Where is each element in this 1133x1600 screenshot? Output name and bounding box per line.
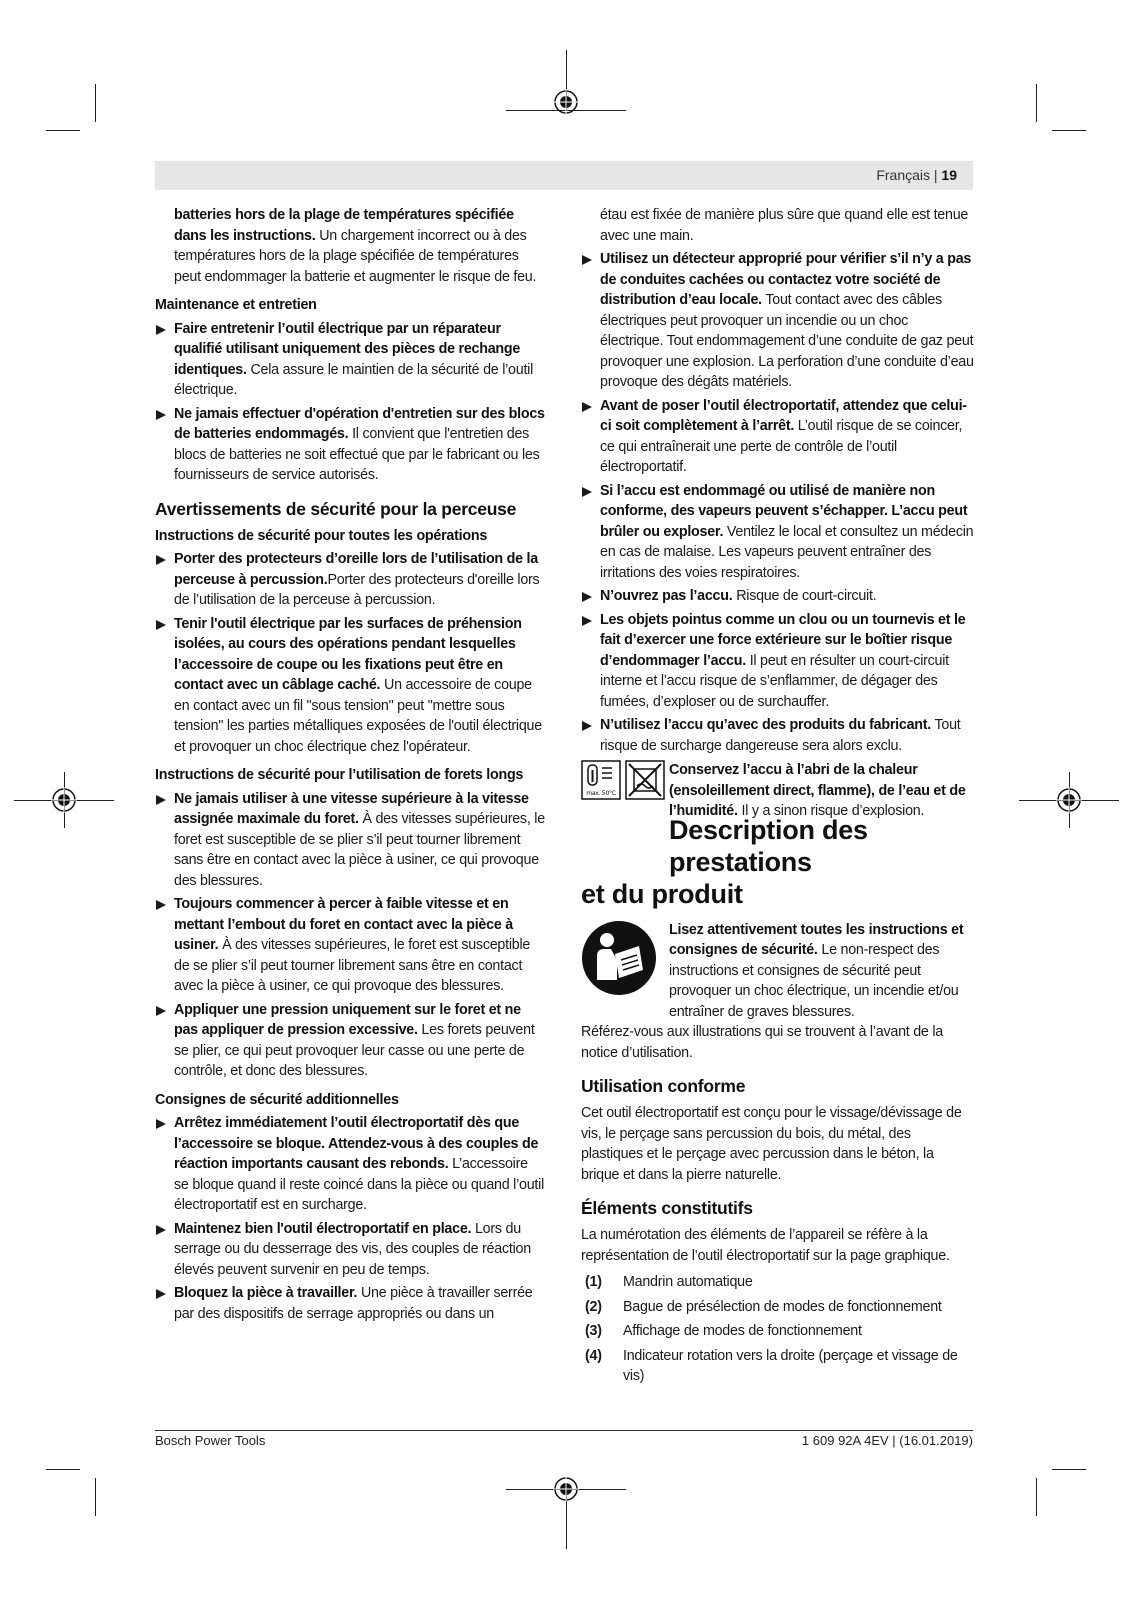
registration-mark-icon bbox=[553, 1476, 579, 1502]
header-separator: | bbox=[933, 167, 938, 183]
drill-warnings-heading: Avertissements de sécurité pour la perceuse bbox=[155, 498, 517, 519]
bullet-item: Bloquez la pièce à travailler. Une pièce à travailler serrée par des dispositifs de serrage appropriés ou dans un bbox=[155, 1283, 545, 1324]
bullet-arrow-icon bbox=[582, 487, 592, 497]
bullet-item: Ne jamais utiliser à une vitesse supérieure à la vitesse assignée maximale du foret. À des vitesses supérieures, le foret est susceptible de se plier s’il peut tourner librement sans être en contact avec la pièce à usiner, ce qui provoque des blessures. bbox=[155, 789, 545, 892]
bullet-arrow-icon bbox=[156, 900, 166, 910]
continued-paragraph: étau est fixée de manière plus sûre que quand elle est tenue avec une main. bbox=[600, 207, 969, 244]
intro-paragraph: batteries hors de la plage de températures spécifiée dans les instructions. Un chargement incorrect ou à des températures hors de la plage spécifiée de températures peut endommager la batterie et augmenter le risque de feu. bbox=[174, 207, 537, 285]
bullet-item: Utilisez un détecteur approprié pour vérifier s’il n’y a pas de conduites cachées ou contactez votre société de distribution d’eau locale. Tout contact avec des câbles électriques peut provoquer un incendie ou un choc électrique. Tout endommagement d’une conduite de gaz peut provoquer une explosion. La perforation d’une conduite d’eau provoque des dégâts matériels. bbox=[581, 249, 974, 393]
maintenance-heading: Maintenance et entretien bbox=[155, 297, 317, 313]
read-manual-icon-wrap bbox=[581, 920, 669, 1023]
list-item: (3) Affichage de modes de fonctionnement bbox=[585, 1323, 862, 1339]
footer-brand: Bosch Power Tools bbox=[155, 1433, 266, 1448]
crop-mark bbox=[46, 130, 80, 131]
section-title-line1: Description des prestations bbox=[669, 814, 868, 877]
bullet-arrow-icon bbox=[156, 1225, 166, 1235]
registration-mark-icon bbox=[1056, 787, 1082, 813]
bullet-arrow-icon bbox=[582, 402, 592, 412]
bullet-arrow-icon bbox=[156, 555, 166, 565]
bullet-arrow-icon bbox=[156, 1119, 166, 1129]
section-title bbox=[581, 814, 974, 910]
bullet-item: Appliquer une pression uniquement sur le foret et ne pas appliquer de pression excessive. Les forets peuvent se plier, ce qui peut provoquer leur casse ou une perte de contrôle, et donc des blessures. bbox=[155, 1000, 545, 1082]
bullet-item: Arrêtez immédiatement l’outil électroportatif dès que l’accessoire se bloque. Attendez-vous à des couples de réaction importants causant des rebonds. L’accessoire se bloque quand il reste coincé dans la pièce ou quand l’outil électroportatif est en surcharge. bbox=[155, 1113, 545, 1216]
crop-mark bbox=[1036, 84, 1037, 122]
read-instructions-block bbox=[581, 920, 974, 1023]
crop-mark bbox=[95, 84, 96, 122]
additional-instructions-heading: Consignes de sécurité additionnelles bbox=[155, 1091, 399, 1108]
page-header bbox=[155, 161, 973, 190]
left-column bbox=[155, 205, 545, 1324]
no-water-icon bbox=[625, 760, 665, 800]
intended-use-text: Cet outil électroportatif est conçu pour le vissage/dévissage de vis, le perçage sans percussion du bois, du métal, des plastiques et le perçage avec percussion dans le béton, la brique et dans la pierre naturelle. bbox=[581, 1105, 962, 1183]
bullet-item: Si l’accu est endommagé ou utilisé de manière non conforme, des vapeurs peuvent s’échapper. L’accu peut brûler ou exploser. Ventilez le local et consultez un médecin en cas de malaise. Les vapeurs peuvent entraîner des irritations des voies respiratoires. bbox=[581, 481, 974, 584]
refer-illustrations-text: Référez-vous aux illustrations qui se trouvent à l’avant de la notice d’utilisation. bbox=[581, 1024, 943, 1061]
read-instructions-text: Lisez attentivement toutes les instructions et consignes de sécurité. Le non-respect des instructions et consignes de sécurité peut provoquer un choc électrique, un incendie et/ou entraîner de graves blessures. bbox=[669, 921, 964, 1020]
crop-mark bbox=[95, 1478, 96, 1516]
bullet-item: Avant de poser l’outil électroportatif, attendez que celui-ci soit complètement à l’arrêt. L’outil risque de se coincer, ce qui entraînerait une perte de contrôle de l’outil électroportatif. bbox=[581, 396, 974, 478]
header-language: Français bbox=[876, 167, 930, 183]
warning-icons bbox=[581, 760, 669, 822]
bullet-arrow-icon bbox=[156, 1006, 166, 1016]
header-text bbox=[876, 161, 973, 190]
bullet-arrow-icon bbox=[582, 721, 592, 731]
footer-doc-ref: 1 609 92A 4EV | (16.01.2019) bbox=[801, 1433, 973, 1448]
right-column bbox=[581, 205, 974, 1391]
bullet-arrow-icon bbox=[582, 616, 592, 626]
crop-mark bbox=[1052, 130, 1086, 131]
heat-warning-block bbox=[581, 760, 974, 822]
bullet-arrow-icon bbox=[156, 325, 166, 335]
components-heading: Éléments constitutifs bbox=[581, 1198, 753, 1218]
read-manual-icon bbox=[581, 920, 657, 996]
bullet-arrow-icon bbox=[156, 795, 166, 805]
crop-mark bbox=[1036, 1478, 1037, 1516]
components-list bbox=[581, 1272, 974, 1387]
all-operations-heading: Instructions de sécurité pour toutes les opérations bbox=[155, 527, 488, 544]
bullet-item: Toujours commencer à percer à faible vitesse et en mettant l’embout du foret en contact avec la pièce à usiner. À des vitesses supérieures, le foret est susceptible de se plier s’il peut tourner librement sans être en contact avec la pièce à usiner, ce qui provoque des blessures. bbox=[155, 894, 545, 997]
bullet-arrow-icon bbox=[156, 1289, 166, 1299]
bullet-item: N’ouvrez pas l’accu. Risque de court-circuit. bbox=[581, 586, 974, 607]
section-title-line2: et du produit bbox=[581, 878, 743, 909]
registration-mark-icon bbox=[51, 787, 77, 813]
bullet-item: N’utilisez l’accu qu’avec des produits du fabricant. Tout risque de surcharge dangereuse sera alors exclu. bbox=[581, 715, 974, 756]
list-item: (1) Mandrin automatique bbox=[585, 1274, 753, 1290]
bullet-arrow-icon bbox=[582, 255, 592, 265]
heat-warning-text: Conservez l’accu à l’abri de la chaleur (ensoleillement direct, flamme), de l’eau et de l’humidité. Il y a sinon risque d’explosion. bbox=[669, 762, 966, 819]
bullet-item: Maintenez bien l'outil électroportatif en place. Lors du serrage ou du desserrage des vis, des couples de réaction élevés peuvent survenir en peu de temps. bbox=[155, 1219, 545, 1281]
crop-mark bbox=[46, 1469, 80, 1470]
list-item: (2) Bague de présélection de modes de fonctionnement bbox=[585, 1298, 942, 1315]
bullet-arrow-icon bbox=[582, 592, 592, 602]
bullet-item: Tenir l'outil électrique par les surfaces de préhension isolées, au cours des opérations pendant lesquelles l’accessoire de coupe ou les fixations peut être en contact avec un câblage caché. Un accessoire de coupe en contact avec un fil "sous tension" peut "mettre sous tension" les parties métalliques exposées de l'outil électrique et provoquer un choc électrique chez l'opérateur. bbox=[155, 614, 545, 758]
crop-mark bbox=[1052, 1469, 1086, 1470]
svg-text:max. 50°C: max. 50°C bbox=[586, 790, 616, 797]
footer-divider bbox=[155, 1430, 973, 1431]
bullet-item: Les objets pointus comme un clou ou un tournevis et le fait d’exercer une force extérieure sur le boîtier risque d’endommager l’accu. Il peut en résulter un court-circuit interne et l’accu risque de s’enflammer, de dégager des fumées, d’exploser ou de surchauffer. bbox=[581, 610, 974, 713]
list-item: (4) Indicateur rotation vers la droite (perçage et vissage de vis) bbox=[585, 1347, 958, 1384]
long-bits-heading: Instructions de sécurité pour l’utilisation de forets longs bbox=[155, 767, 524, 783]
registration-mark-icon bbox=[553, 89, 579, 115]
temperature-limit-icon bbox=[581, 760, 621, 800]
bullet-arrow-icon bbox=[156, 410, 166, 420]
page-number: 19 bbox=[941, 167, 957, 183]
bullet-arrow-icon bbox=[156, 620, 166, 630]
bullet-item: Faire entretenir l’outil électrique par un réparateur qualifié utilisant uniquement des pièces de rechange identiques. Cela assure le maintien de la sécurité de l’outil électrique. bbox=[155, 319, 545, 401]
bullet-item: Porter des protecteurs d’oreille lors de l’utilisation de la perceuse à percussion.Porter des protecteurs d'oreille lors de l’utilisation de la perceuse à percussion. bbox=[155, 549, 545, 611]
intended-use-heading: Utilisation conforme bbox=[581, 1076, 746, 1096]
bullet-item: Ne jamais effectuer d'opération d'entretien sur des blocs de batteries endommagés. Il convient que l'entretien des blocs de batteries ne soit effectué que par le fabricant ou les fournisseurs de service autorisés. bbox=[155, 404, 545, 486]
components-intro-text: La numérotation des éléments de l’appareil se réfère à la représentation de l’outil électroportatif sur la page graphique. bbox=[581, 1227, 950, 1264]
